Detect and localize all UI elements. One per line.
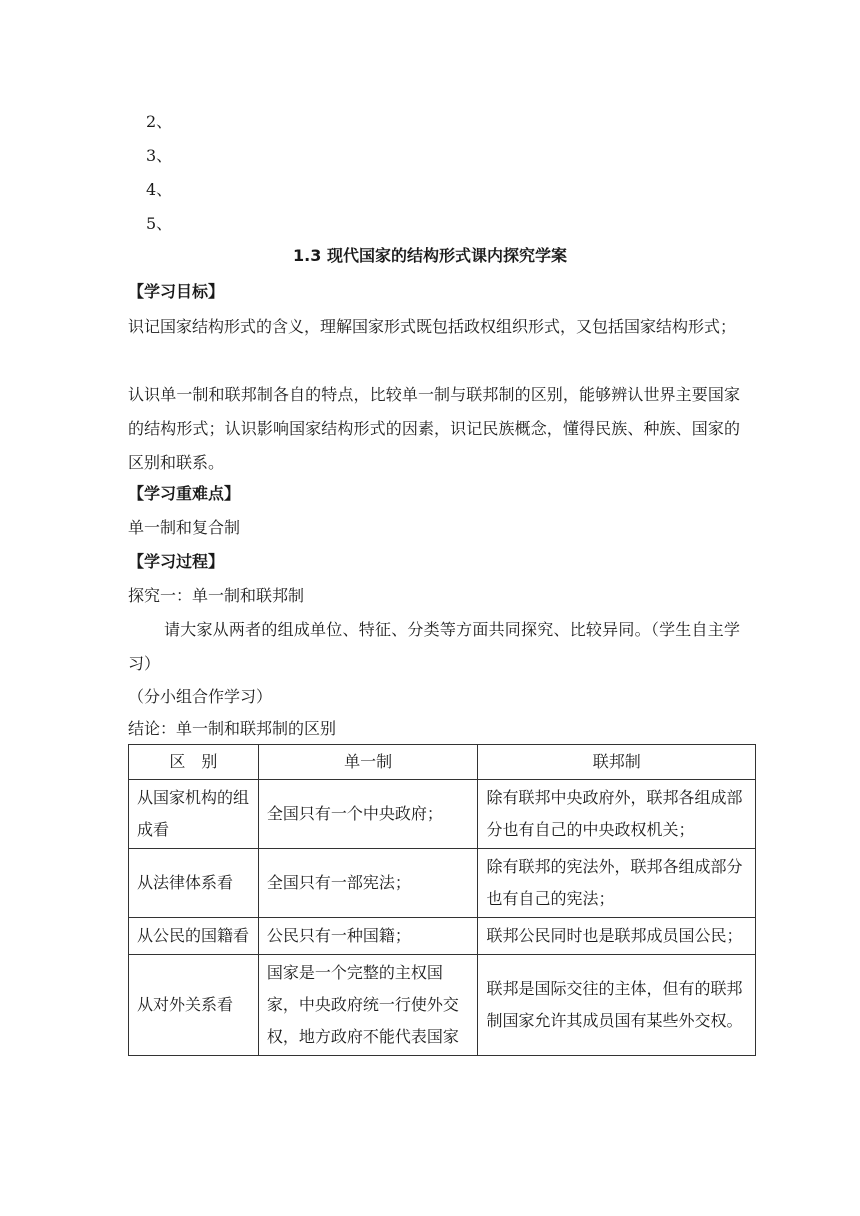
table-cell: 从对外关系看 bbox=[129, 955, 259, 1056]
list-number: 4、 bbox=[146, 180, 173, 199]
table-row bbox=[129, 955, 756, 1056]
table-cell: 全国只有一个中央政府； bbox=[258, 780, 478, 849]
table-cell: 国家是一个完整的主权国家，中央政府统一行使外交权，地方政府不能代表国家 bbox=[258, 955, 478, 1056]
list-number: 3、 bbox=[146, 146, 173, 165]
table-cell: 联邦是国际交往的主体，但有的联邦制国家允许其成员国有某些外交权。 bbox=[478, 955, 756, 1056]
table-cell: 从公民的国籍看 bbox=[129, 918, 259, 955]
inquiry-instruction: 请大家从两者的组成单位、特征、分类等方面共同探究、比较异同。（学生自主学习） bbox=[128, 620, 740, 673]
inquiry-title: 探究一：单一制和联邦制 bbox=[128, 586, 305, 605]
comparison-table bbox=[128, 744, 756, 1056]
table-header: 联邦制 bbox=[478, 745, 756, 780]
table-header: 单一制 bbox=[258, 745, 478, 780]
group-note: （分小组合作学习） bbox=[128, 687, 273, 706]
objectives-heading: 【学习目标】 bbox=[128, 282, 225, 301]
process-heading: 【学习过程】 bbox=[128, 552, 225, 571]
table-cell: 除有联邦的宪法外，联邦各组成部分也有自己的宪法； bbox=[478, 849, 756, 918]
table-header-row bbox=[129, 745, 756, 780]
table-cell: 从国家机构的组成看 bbox=[129, 780, 259, 849]
table-cell: 全国只有一部宪法； bbox=[258, 849, 478, 918]
key-points-text: 单一制和复合制 bbox=[128, 518, 241, 537]
table-row bbox=[129, 918, 756, 955]
objectives-paragraph-2: 认识单一制和联邦制各自的特点，比较单一制与联邦制的区别，能够辨认世界主要国家的结构形式；认识影响国家结构形式的因素，识记民族概念，懂得民族、种族、国家的区别和联系。 bbox=[128, 385, 740, 472]
table-row bbox=[129, 849, 756, 918]
document-title: 1.3 现代国家的结构形式课内探究学案 bbox=[293, 246, 567, 265]
table-cell: 从法律体系看 bbox=[129, 849, 259, 918]
table-cell: 公民只有一种国籍； bbox=[258, 918, 478, 955]
table-row bbox=[129, 780, 756, 849]
table-header: 区 别 bbox=[129, 745, 259, 780]
conclusion-text: 结论：单一制和联邦制的区别 bbox=[128, 719, 337, 738]
table-cell: 联邦公民同时也是联邦成员国公民； bbox=[478, 918, 756, 955]
table-cell: 除有联邦中央政府外，联邦各组成部分也有自己的中央政权机关； bbox=[478, 780, 756, 849]
key-points-heading: 【学习重难点】 bbox=[128, 484, 241, 503]
list-number: 5、 bbox=[146, 214, 173, 233]
objectives-paragraph-1: 识记国家结构形式的含义，理解国家形式既包括政权组织形式，又包括国家结构形式； bbox=[128, 317, 737, 336]
list-number: 2、 bbox=[146, 112, 173, 131]
